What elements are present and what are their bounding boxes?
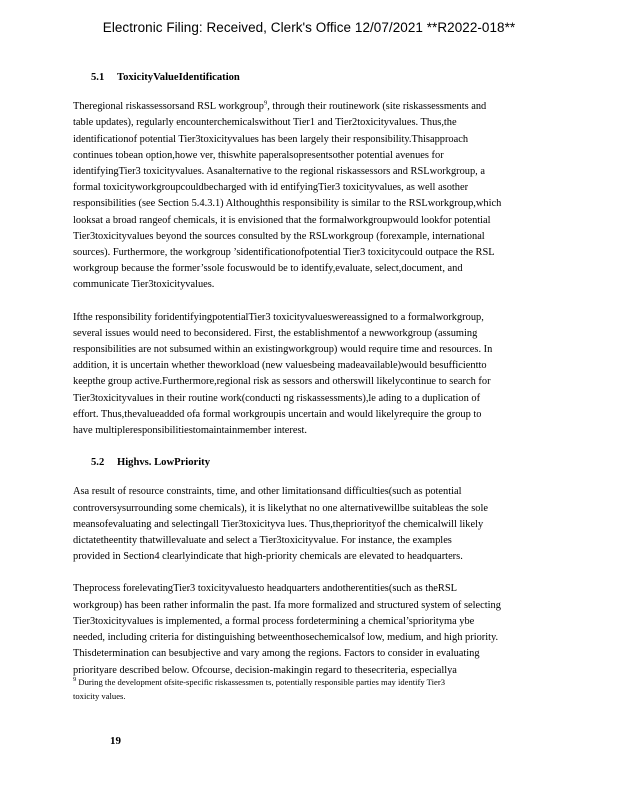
text-line: Tier3toxicityvalues is implemented, a formal process fordetermining a chemical’spriorityma ybe: [73, 615, 475, 627]
section-title: Highvs. LowPriority: [117, 457, 210, 469]
text-line: Thisdetermination can besubjective and vary among the regions. Factors to consider in evaluating: [73, 648, 480, 660]
paragraph: [73, 99, 541, 293]
text-line: sources). Furthermore, the workgroup ’sidentificationofpotential Tier3 toxicitycould outpace the RSL: [73, 247, 495, 259]
text-line: continues tobean option,howe ver, thiswhite paperalsopresentsother potential avenues for: [73, 149, 444, 161]
text-line: Ifthe responsibility foridentifyingpotentialTier3 toxicityvalueswereassigned to a formalworkgroup,: [73, 311, 484, 323]
text-line: [73, 99, 541, 115]
page-number: 19: [110, 735, 121, 747]
text-segment: , through their routinework (site riskassessments and: [267, 101, 487, 113]
text-line: communicate Tier3toxicityvalues.: [73, 279, 215, 291]
text-line: dictatetheentity thatwillevaluate and select a Tier3toxicityvalue. For instance, the examples: [73, 535, 452, 547]
text-line: Tier3toxicityvalues in their routine work(conducti ng riskassessments),le ading to a duplication of: [73, 392, 481, 404]
text-line: Tier3toxicityvalues beyond the sources consulted by the RSLworkgroup (forexample, international: [73, 230, 485, 242]
text-line: Asa result of resource constraints, time, and other limitationsand difficulties(such as potential: [73, 486, 462, 498]
text-line: provided in Section4 clearlyindicate that high-priority chemicals are elevated to headquarters.: [73, 551, 463, 563]
text-line: several issues would need to beconsidered. First, the establishmentof a newworkgroup (assuming: [73, 327, 478, 339]
text-line: controversysurrounding some chemicals), it is likelythat no one alternativewillbe suitableas the sole: [73, 502, 488, 514]
text-line: priorityare described below. Ofcourse, decision-makingin regard to thesecriteria, especiallya: [73, 664, 457, 676]
paragraph: [73, 310, 541, 440]
text-line: have multipleresponsibilitiestomaintainmember interest.: [73, 425, 308, 437]
footnote-reference: 9: [263, 99, 268, 107]
text-line: identifyingTier3 toxicityvalues. Asanalternative to the regional riskassessors and RSLworkgroup, a: [73, 166, 485, 178]
section-number: 5.1: [91, 72, 105, 83]
section-number: 5.2: [91, 457, 105, 469]
footnote-line: toxicity values.: [73, 691, 126, 701]
text-line: responsibilities (see Section 5.4.3.1) Althoughthis responsibility is similar to the RSLworkgroup,which: [73, 198, 502, 210]
filing-stamp-header: Electronic Filing: Received, Clerk's Office 12/07/2021 **R2022-018**: [102, 20, 516, 35]
text-line: workgroup) has been rather informalin the past. Ifa more formalized and structured system of selecting: [73, 599, 501, 611]
text-line: responsibilities are not subsumed within an existingworkgroup) would require time and resources. In: [73, 344, 493, 356]
section-heading: [91, 455, 541, 471]
text-line: effort. Thus,thevalueadded ofa formal workgroupis uncertain and would likelyrequire the group to: [73, 408, 482, 420]
section-title: ToxicityValueIdentification: [117, 72, 240, 83]
footnote: [73, 675, 541, 703]
text-line: table updates), regularly encounterchemicalswithout Tier1 and Tier2toxicityvalues. Thus,the: [73, 117, 457, 129]
text-line: meansofevaluating and selectingall Tier3toxicityva lues. Thus,thepriorityof the chemicalwill likely: [73, 518, 484, 530]
text-line: addition, it is uncertain whether theworkload (new valuesbeing madeavailable)would besufficientto: [73, 360, 487, 372]
section-heading: [91, 70, 541, 86]
footnote-text: During the development ofsite-specific riskassessmen ts, potentially responsible parties may identify Tier3: [76, 677, 445, 687]
document-body: [73, 70, 541, 695]
text-line: keepthe group active.Furthermore,regional risk as sessors and otherswill likelycontinue to search for: [73, 376, 491, 388]
footnote-marker: 9: [73, 676, 77, 684]
text-line: identificationof potential Tier3toxicityvalues has been largely their responsibility.Thisapproach: [73, 133, 469, 145]
text-line: formal toxicityworkgroupcouldbecharged with id entifyingTier3 toxicityvalues, as well asother: [73, 182, 469, 194]
text-line: workgroup because the former’ssole focuswould be to identify,evaluate, select,document, and: [73, 263, 463, 275]
text-line: looksat a broad rangeof chemicals, it is envisioned that the formalworkgroupwould lookfor potential: [73, 214, 491, 226]
text-line: Theprocess forelevatingTier3 toxicityvaluesto headquarters andotherentities(such as theRSL: [73, 583, 457, 595]
footnote-line: [73, 675, 541, 689]
paragraph: [73, 484, 541, 565]
paragraph: [73, 581, 541, 678]
text-line: needed, including criteria for distinguishing betweenthosechemicalsof low, medium, and high priority.: [73, 632, 499, 644]
text-segment: Theregional riskassessorsand RSL workgroup: [73, 101, 264, 113]
